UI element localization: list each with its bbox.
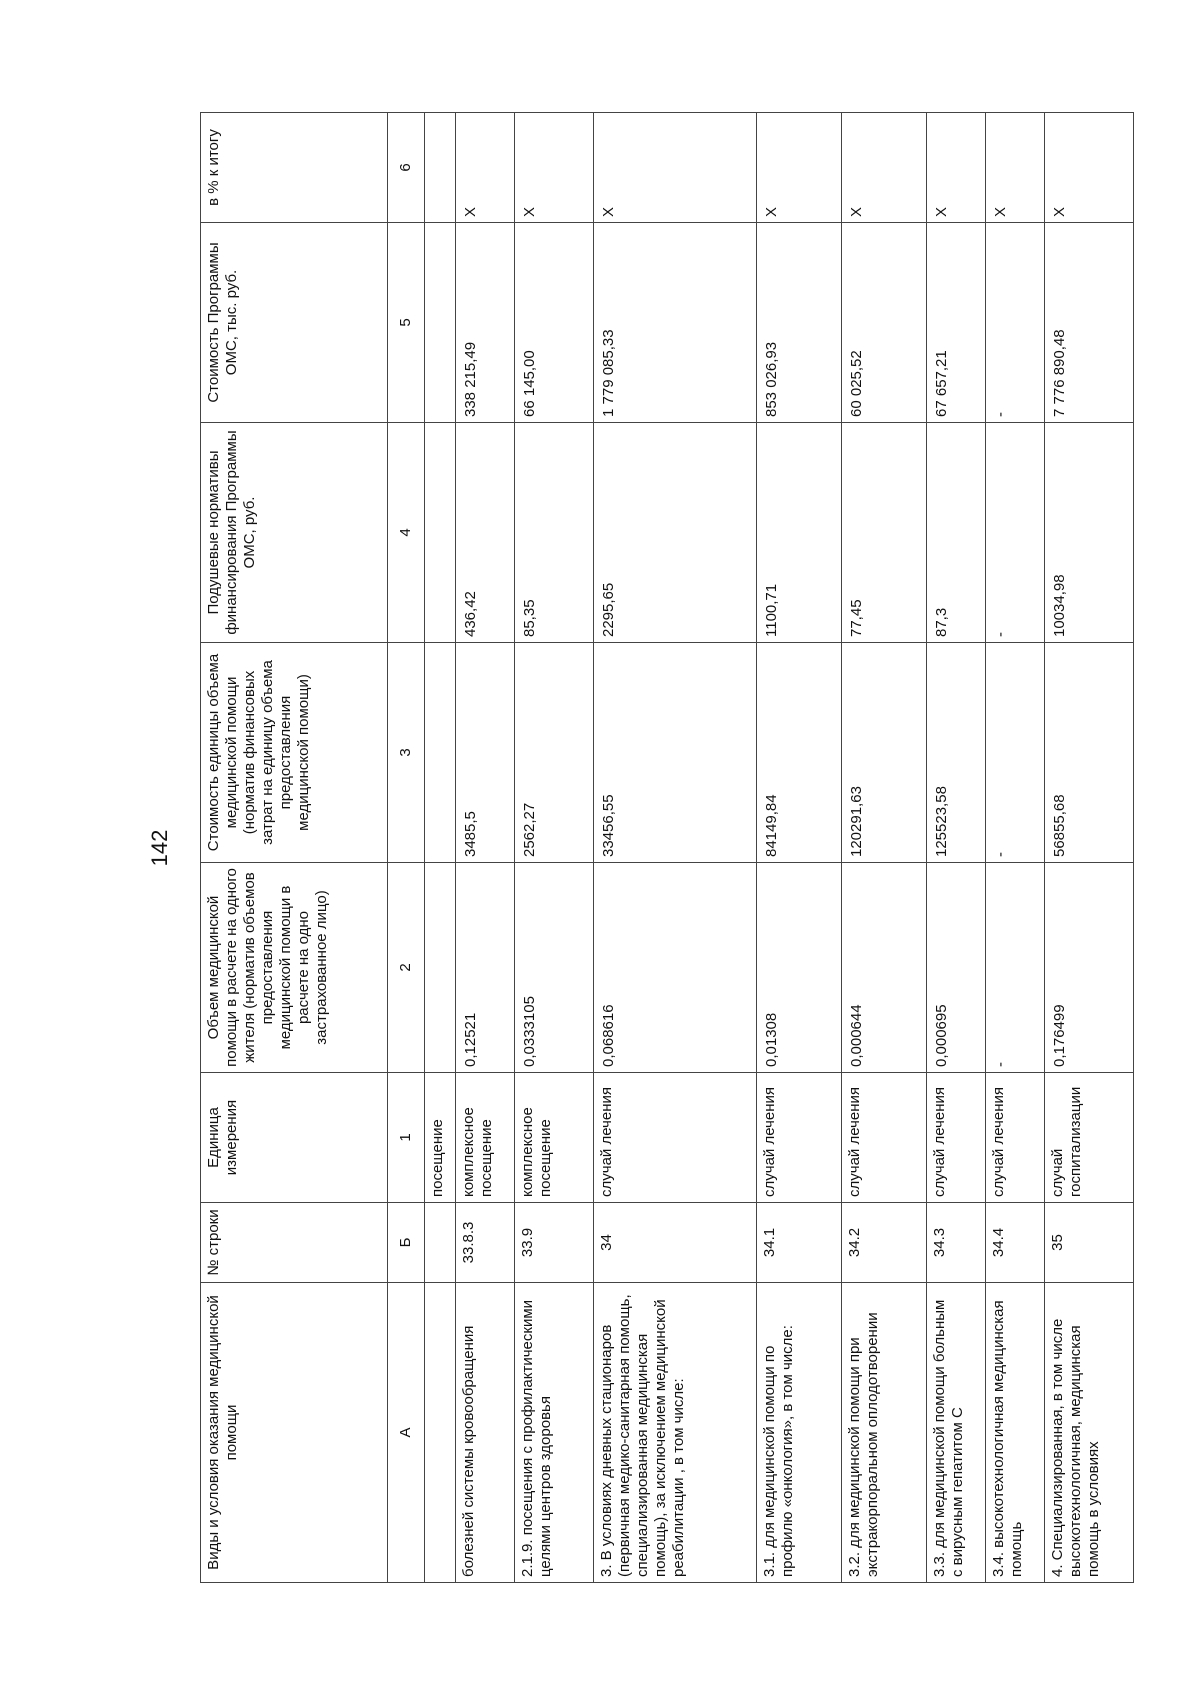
cell-line: 34.1 xyxy=(757,1203,842,1283)
cell-pct: Х xyxy=(842,113,927,223)
cell-total: 60 025,52 xyxy=(842,223,927,423)
cell-unit-cost: 3485,5 xyxy=(456,643,515,863)
cell-line: 35 xyxy=(1045,1203,1134,1283)
cell-unit-cost: 2562,27 xyxy=(515,643,594,863)
cell-per-capita: 436,42 xyxy=(456,423,515,643)
header-pct: в % к итогу xyxy=(201,113,388,223)
header-volume: Объем медицинской помощи в расчете на одного жителя (норматив объемов предоставления медицинской помощи в расчете на одно застрахованное лицо) xyxy=(201,863,388,1073)
cell-kind: 3.1. для медицинской помощи по профилю «онкология», в том числе: xyxy=(757,1283,842,1583)
table-stage xyxy=(200,113,1160,1583)
cell-kind: 4. Специализированная, в том числе высокотехнологичная, медицинская помощь в условиях xyxy=(1045,1283,1134,1583)
table-row xyxy=(757,113,842,1583)
col-number-3: 3 xyxy=(388,643,425,863)
col-number-6: 6 xyxy=(388,113,425,223)
cell-pct: Х xyxy=(456,113,515,223)
table-row xyxy=(456,113,515,1583)
cell-volume: 0,0333105 xyxy=(515,863,594,1073)
cell-kind: болезней системы кровообращения xyxy=(456,1283,515,1583)
header-line: № строки xyxy=(201,1203,388,1283)
cell-pct: Х xyxy=(986,113,1045,223)
header-total: Стоимость Программы ОМС, тыс. руб. xyxy=(201,223,388,423)
cell-unit: случай лечения xyxy=(927,1073,986,1203)
cell-line: 34.4 xyxy=(986,1203,1045,1283)
cell-empty xyxy=(425,863,456,1073)
table-row xyxy=(594,113,757,1583)
cell-pct: Х xyxy=(1045,113,1134,223)
cell-unit-cost: 33456,55 xyxy=(594,643,757,863)
cell-kind: 2.1.9. посещения с профилактическими целями центров здоровья xyxy=(515,1283,594,1583)
cell-unit-cost: 125523,58 xyxy=(927,643,986,863)
cell-line: 34.3 xyxy=(927,1203,986,1283)
cell-empty xyxy=(425,643,456,863)
cell-volume: 0,176499 xyxy=(1045,863,1134,1073)
cell-empty xyxy=(425,423,456,643)
cell-volume: 0,12521 xyxy=(456,863,515,1073)
cell-total: 66 145,00 xyxy=(515,223,594,423)
cell-volume: 0,000695 xyxy=(927,863,986,1073)
cell-empty xyxy=(425,223,456,423)
cell-total: 1 779 085,33 xyxy=(594,223,757,423)
page-number: 142 xyxy=(147,829,172,867)
col-number-a: А xyxy=(388,1283,425,1583)
cell-kind: 3.3. для медицинской помощи больным с вирусным гепатитом С xyxy=(927,1283,986,1583)
header-kind: Виды и условия оказания медицинской помощи xyxy=(201,1283,388,1583)
cell-pct: Х xyxy=(515,113,594,223)
oms-table xyxy=(200,112,1134,1583)
cell-unit-cost: 84149,84 xyxy=(757,643,842,863)
cell-empty xyxy=(425,1283,456,1583)
header-unit-cost: Стоимость единицы объема медицинской помощи (норматив финансовых затрат на единицу объема предоставления медицинской помощи) xyxy=(201,643,388,863)
table-row xyxy=(842,113,927,1583)
table-row xyxy=(986,113,1045,1583)
col-number-2: 2 xyxy=(388,863,425,1073)
cell-pct: Х xyxy=(594,113,757,223)
cell-per-capita: 77,45 xyxy=(842,423,927,643)
cell-empty xyxy=(425,113,456,223)
cell-per-capita: 10034,98 xyxy=(1045,423,1134,643)
cell-per-capita: - xyxy=(986,423,1045,643)
cell-per-capita: 85,35 xyxy=(515,423,594,643)
cell-volume: 0,068616 xyxy=(594,863,757,1073)
cell-unit: посещение xyxy=(425,1073,456,1203)
cell-line: 34 xyxy=(594,1203,757,1283)
cell-per-capita: 1100,71 xyxy=(757,423,842,643)
cell-line: 34.2 xyxy=(842,1203,927,1283)
table-row xyxy=(927,113,986,1583)
cell-unit-cost: 56855,68 xyxy=(1045,643,1134,863)
table-row xyxy=(1045,113,1134,1583)
cell-total: - xyxy=(986,223,1045,423)
cell-unit-cost: 120291,63 xyxy=(842,643,927,863)
col-number-b: Б xyxy=(388,1203,425,1283)
cell-per-capita: 87,3 xyxy=(927,423,986,643)
cell-unit: случай лечения xyxy=(594,1073,757,1203)
table-row-thin xyxy=(425,113,456,1583)
col-number-5: 5 xyxy=(388,223,425,423)
column-number-row xyxy=(388,113,425,1583)
cell-unit: комплексное посещение xyxy=(515,1073,594,1203)
cell-total: 853 026,93 xyxy=(757,223,842,423)
cell-kind: 3. В условиях дневных стационаров (первичная медико-санитарная помощь, специализированная медицинская помощь), за исключением медицинской реабилитации , в том числе: xyxy=(594,1283,757,1583)
cell-unit-cost: - xyxy=(986,643,1045,863)
col-number-4: 4 xyxy=(388,423,425,643)
cell-line: 33.9 xyxy=(515,1203,594,1283)
cell-unit: случай лечения xyxy=(986,1073,1045,1203)
cell-kind: 3.4. высокотехнологичная медицинская помощь xyxy=(986,1283,1045,1583)
cell-unit: случай лечения xyxy=(842,1073,927,1203)
cell-volume: 0,01308 xyxy=(757,863,842,1073)
cell-total: 7 776 890,48 xyxy=(1045,223,1134,423)
col-number-1: 1 xyxy=(388,1073,425,1203)
cell-unit: случай госпитализации xyxy=(1045,1073,1134,1203)
cell-volume: 0,000644 xyxy=(842,863,927,1073)
header-per-capita: Подушевые нормативы финансирования Программы ОМС, руб. xyxy=(201,423,388,643)
header-row xyxy=(201,113,388,1583)
cell-unit: комплексное посещение xyxy=(456,1073,515,1203)
cell-pct: Х xyxy=(757,113,842,223)
cell-empty xyxy=(425,1203,456,1283)
cell-line: 33.8.3 xyxy=(456,1203,515,1283)
cell-per-capita: 2295,65 xyxy=(594,423,757,643)
cell-volume: - xyxy=(986,863,1045,1073)
cell-pct: Х xyxy=(927,113,986,223)
cell-unit: случай лечения xyxy=(757,1073,842,1203)
table-row xyxy=(515,113,594,1583)
cell-total: 338 215,49 xyxy=(456,223,515,423)
cell-total: 67 657,21 xyxy=(927,223,986,423)
header-unit: Единица измерения xyxy=(201,1073,388,1203)
cell-kind: 3.2. для медицинской помощи при экстракорпоральном оплодотворении xyxy=(842,1283,927,1583)
